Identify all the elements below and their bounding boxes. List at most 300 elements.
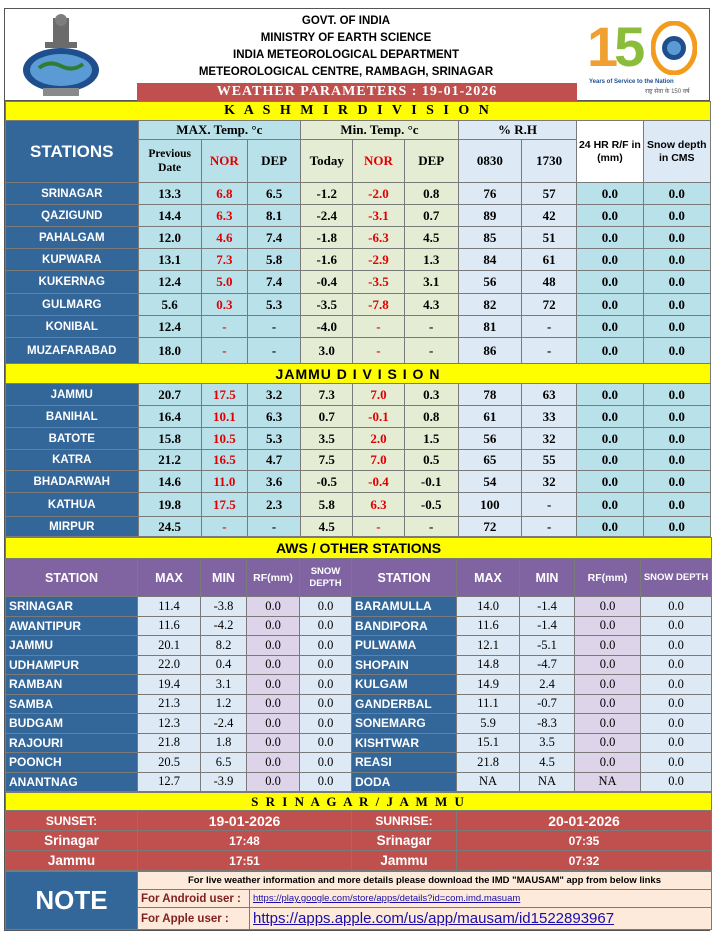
today-min-cell: -1.2 [301, 183, 353, 205]
min-dep-cell: - [404, 316, 458, 338]
max-nor-cell: 10.5 [201, 428, 247, 450]
max-nor-cell: 7.3 [201, 249, 247, 271]
station-cell: BANIHAL [6, 406, 139, 428]
imd-150-years-logo [585, 13, 700, 97]
min-dep-cell: -0.1 [404, 471, 458, 493]
rh-1730-cell: 48 [522, 271, 577, 294]
aws-rf-left-cell: 0.0 [247, 597, 300, 617]
aws-snow-right-cell: 0.0 [641, 714, 712, 734]
aws-station-left-cell: AWANTIPUR [6, 616, 138, 636]
station-row [6, 205, 711, 227]
min-dep-cell: 1.3 [404, 249, 458, 271]
aws-max-right-cell: NA [457, 772, 520, 792]
aws-station-left-cell: ANANTNAG [6, 772, 138, 792]
min-dep-cell: 4.5 [404, 227, 458, 249]
max-nor-cell: 10.1 [201, 406, 247, 428]
station-row [6, 183, 711, 205]
rainfall-header: 24 HR R/F in (mm) [577, 121, 643, 183]
max-dep-cell: 3.6 [247, 471, 300, 493]
imd-emblem-icon [15, 12, 107, 98]
aws-row [6, 733, 712, 753]
aws-snow-right-cell: 0.0 [641, 753, 712, 773]
aws-max-left-cell: 20.5 [138, 753, 201, 773]
min-nor-cell: -3.1 [353, 205, 404, 227]
prev-max-cell: 20.7 [138, 384, 201, 406]
rh-1730-cell: 61 [522, 249, 577, 271]
aws-snow-right-cell: 0.0 [641, 675, 712, 695]
aws-station-right-cell: SHOPAIN [352, 655, 457, 675]
aws-row [6, 772, 712, 792]
aws-min-right-cell: -0.7 [520, 694, 575, 714]
apple-link-cell[interactable] [250, 908, 712, 930]
rh-0830-cell: 54 [458, 471, 521, 493]
max-dep-cell: - [247, 338, 300, 364]
android-link-cell [250, 890, 712, 908]
today-min-cell: 7.3 [301, 384, 353, 406]
aws-station-right-cell: KULGAM [352, 675, 457, 695]
aws-station-right-cell: SONEMARG [352, 714, 457, 734]
station-row [6, 227, 711, 249]
aws-max-left-cell: 12.7 [138, 772, 201, 792]
aws-snow-left-cell: 0.0 [300, 636, 352, 656]
max-nor-cell: 0.3 [201, 294, 247, 316]
aws-min-left-cell: 6.5 [201, 753, 247, 773]
aws-snow-right-cell: 0.0 [641, 772, 712, 792]
aws-rf-left-cell: 0.0 [247, 694, 300, 714]
max-dep-cell: - [247, 316, 300, 338]
srinagar-jammu-title: S R I N A G A R / J A M M U [6, 793, 712, 811]
aws-rf-left-cell: 0.0 [247, 733, 300, 753]
aws-min-right-cell: -1.4 [520, 597, 575, 617]
prev-max-cell: 18.0 [138, 338, 201, 364]
min-dep-cell: 0.8 [404, 406, 458, 428]
aws-min-left-cell: -4.2 [201, 616, 247, 636]
max-nor-cell: 17.5 [201, 384, 247, 406]
station-cell: BATOTE [6, 428, 139, 450]
sunset-time-cell: 17:48 [138, 831, 352, 851]
rh-0830-cell: 82 [458, 294, 521, 316]
aws-snow-right-cell: 0.0 [641, 597, 712, 617]
rh-0830-cell: 65 [458, 450, 521, 471]
header-line-centre: METEOROLOGICAL CENTRE, RAMBAGH, SRINAGAR [198, 66, 494, 78]
aws-snow-right-cell: 0.0 [641, 733, 712, 753]
aws-station-right-cell: KISHTWAR [352, 733, 457, 753]
rainfall-cell: 0.0 [577, 450, 643, 471]
min-nor-cell: -6.3 [353, 227, 404, 249]
today-min-cell: 3.5 [301, 428, 353, 450]
sunrise-time-cell: 07:35 [457, 831, 712, 851]
prev-max-cell: 21.2 [138, 450, 201, 471]
snow-depth-cell: 0.0 [643, 338, 710, 364]
aws-min-left-cell: 1.8 [201, 733, 247, 753]
max-nor-cell: - [201, 316, 247, 338]
prev-max-cell: 12.0 [138, 227, 201, 249]
min-nor-cell: - [353, 517, 404, 537]
aws-min-right-cell: -8.3 [520, 714, 575, 734]
rh-0830-cell: 85 [458, 227, 521, 249]
max-dep-cell: 6.5 [247, 183, 300, 205]
aws-max-right-cell: 15.1 [457, 733, 520, 753]
max-dep-cell: 2.3 [247, 493, 300, 517]
aws-row [6, 655, 712, 675]
jammu-division-title: JAMMU D I V I S I O N [6, 364, 711, 384]
station-cell: PAHALGAM [6, 227, 139, 249]
aws-station-right-cell: DODA [352, 772, 457, 792]
weather-report-sheet [4, 8, 710, 931]
aws-rf-right-cell: 0.0 [575, 597, 641, 617]
aws-station-left-cell: POONCH [6, 753, 138, 773]
aws-max-right-cell: 11.1 [457, 694, 520, 714]
prev-max-cell: 24.5 [138, 517, 201, 537]
max-dep-cell: 7.4 [247, 271, 300, 294]
aws-row [6, 597, 712, 617]
max-nor-cell: 16.5 [201, 450, 247, 471]
aws-snow-right-cell: 0.0 [641, 694, 712, 714]
aws-snow-left-cell: 0.0 [300, 597, 352, 617]
today-header: Today [301, 140, 353, 183]
aws-min-right-cell: 2.4 [520, 675, 575, 695]
aws-snow-right-cell: 0.0 [641, 616, 712, 636]
android-link[interactable]: https://play.google.com/store/apps/details?id=com.imd.masuam [253, 893, 521, 904]
aws-min-right-cell: NA [520, 772, 575, 792]
sunrise-date: 20-01-2026 [457, 811, 712, 831]
aws-station-left-cell: BUDGAM [6, 714, 138, 734]
prev-max-cell: 12.4 [138, 316, 201, 338]
min-nor-header: NOR [353, 140, 404, 183]
rainfall-cell: 0.0 [577, 338, 643, 364]
min-nor-cell: -0.4 [353, 471, 404, 493]
station-row [6, 450, 711, 471]
aws-rf-right-cell: 0.0 [575, 753, 641, 773]
aws-max-right-cell: 11.6 [457, 616, 520, 636]
today-min-cell: 0.7 [301, 406, 353, 428]
prev-max-cell: 19.8 [138, 493, 201, 517]
min-dep-cell: 1.5 [404, 428, 458, 450]
max-nor-cell: 11.0 [201, 471, 247, 493]
aws-rf-header-right: RF(mm) [575, 559, 641, 597]
max-temp-header: MAX. Temp. °c [138, 121, 301, 140]
rainfall-cell: 0.0 [577, 428, 643, 450]
station-row [6, 384, 711, 406]
max-dep-cell: 6.3 [247, 406, 300, 428]
aws-max-left-cell: 20.1 [138, 636, 201, 656]
rh-0830-cell: 61 [458, 406, 521, 428]
rainfall-cell: 0.0 [577, 227, 643, 249]
rh-1730-cell: 42 [522, 205, 577, 227]
rh-1730-cell: 51 [522, 227, 577, 249]
sunrise-label: SUNRISE: [352, 811, 457, 831]
max-dep-cell: 4.7 [247, 450, 300, 471]
logo-digit-five: 5 [614, 15, 642, 78]
min-nor-cell: - [353, 316, 404, 338]
aws-rf-left-cell: 0.0 [247, 636, 300, 656]
snow-depth-cell: 0.0 [643, 406, 710, 428]
rh-0830-cell: 56 [458, 271, 521, 294]
min-nor-cell: 7.0 [353, 450, 404, 471]
prev-max-cell: 12.4 [138, 271, 201, 294]
aws-min-header-right: MIN [520, 559, 575, 597]
sunrise-sunset-table [5, 792, 712, 871]
aws-station-left-cell: SRINAGAR [6, 597, 138, 617]
rh-0830-cell: 56 [458, 428, 521, 450]
today-min-cell: -3.5 [301, 294, 353, 316]
aws-max-header-right: MAX [457, 559, 520, 597]
station-cell: QAZIGUND [6, 205, 139, 227]
sun-times-rows [6, 831, 712, 871]
aws-snow-right-cell: 0.0 [641, 636, 712, 656]
logo-digit-one: 1 [587, 15, 615, 78]
today-min-cell: -0.5 [301, 471, 353, 493]
station-row [6, 294, 711, 316]
max-nor-header: NOR [201, 140, 247, 183]
aws-max-right-cell: 12.1 [457, 636, 520, 656]
rh-1730-cell: 33 [522, 406, 577, 428]
rainfall-cell: 0.0 [577, 406, 643, 428]
aws-min-right-cell: 3.5 [520, 733, 575, 753]
rh-1730-cell: - [522, 316, 577, 338]
previous-date-header: Previous Date [138, 140, 201, 183]
header-line-imd: INDIA METEOROLOGICAL DEPARTMENT [233, 49, 459, 61]
aws-snow-header-left: SNOW DEPTH [300, 559, 352, 597]
snow-depth-cell: 0.0 [643, 271, 710, 294]
max-nor-cell: 5.0 [201, 271, 247, 294]
rh-0830-cell: 72 [458, 517, 521, 537]
stations-column-header: STATIONS [6, 121, 139, 183]
aws-station-right-cell: BANDIPORA [352, 616, 457, 636]
min-dep-cell: -0.5 [404, 493, 458, 517]
station-cell: KUPWARA [6, 249, 139, 271]
aws-max-right-cell: 14.8 [457, 655, 520, 675]
snow-depth-cell: 0.0 [643, 183, 710, 205]
aws-stations-table [5, 537, 712, 792]
rh-1730-cell: 72 [522, 294, 577, 316]
min-dep-cell: - [404, 338, 458, 364]
sunset-date: 19-01-2026 [138, 811, 352, 831]
station-cell: JAMMU [6, 384, 139, 406]
station-cell: KUKERNAG [6, 271, 139, 294]
sun-time-row [6, 831, 712, 851]
aws-snow-header-right: SNOW DEPTH [641, 559, 712, 597]
today-min-cell: 3.0 [301, 338, 353, 364]
min-nor-cell: -2.9 [353, 249, 404, 271]
rainfall-cell: 0.0 [577, 271, 643, 294]
snow-depth-header: Snow depth in CMS [643, 121, 710, 183]
aws-rf-right-cell: 0.0 [575, 733, 641, 753]
aws-row [6, 616, 712, 636]
aws-max-left-cell: 11.4 [138, 597, 201, 617]
rainfall-cell: 0.0 [577, 205, 643, 227]
aws-snow-left-cell: 0.0 [300, 675, 352, 695]
sun-city-right-cell: Jammu [352, 851, 457, 871]
station-cell: BHADARWAH [6, 471, 139, 493]
station-row [6, 316, 711, 338]
snow-depth-cell: 0.0 [643, 493, 710, 517]
aws-rf-left-cell: 0.0 [247, 675, 300, 695]
station-cell: GULMARG [6, 294, 139, 316]
note-info-text: For live weather information and more details please download the IMD "MAUSAM" app from below links [138, 872, 712, 890]
min-dep-cell: 4.3 [404, 294, 458, 316]
min-dep-cell: 3.1 [404, 271, 458, 294]
min-dep-cell: - [404, 517, 458, 537]
today-min-cell: -4.0 [301, 316, 353, 338]
min-dep-cell: 0.8 [404, 183, 458, 205]
aws-max-left-cell: 22.0 [138, 655, 201, 675]
rh-1730-cell: 32 [522, 428, 577, 450]
aws-station-left-cell: UDHAMPUR [6, 655, 138, 675]
aws-min-right-cell: 4.5 [520, 753, 575, 773]
rh-1730-header: 1730 [522, 140, 577, 183]
max-dep-header: DEP [247, 140, 300, 183]
aws-station-right-cell: PULWAMA [352, 636, 457, 656]
rainfall-cell: 0.0 [577, 294, 643, 316]
max-dep-cell: 3.2 [247, 384, 300, 406]
sun-city-left-cell: Srinagar [6, 831, 138, 851]
min-nor-cell: -0.1 [353, 406, 404, 428]
max-dep-cell: 5.8 [247, 249, 300, 271]
station-row [6, 249, 711, 271]
aws-max-right-cell: 14.0 [457, 597, 520, 617]
aws-station-left-cell: SAMBA [6, 694, 138, 714]
prev-max-cell: 13.1 [138, 249, 201, 271]
sun-city-right-cell: Srinagar [352, 831, 457, 851]
aws-row [6, 675, 712, 695]
prev-max-cell: 14.4 [138, 205, 201, 227]
aws-station-left-cell: JAMMU [6, 636, 138, 656]
max-dep-cell: 8.1 [247, 205, 300, 227]
aws-rf-header-left: RF(mm) [247, 559, 300, 597]
rainfall-cell: 0.0 [577, 249, 643, 271]
min-nor-cell: -2.0 [353, 183, 404, 205]
aws-rf-left-cell: 0.0 [247, 655, 300, 675]
min-temp-header: Min. Temp. °c [301, 121, 459, 140]
today-min-cell: -2.4 [301, 205, 353, 227]
aws-rf-right-cell: 0.0 [575, 675, 641, 695]
min-dep-cell: 0.3 [404, 384, 458, 406]
station-cell: SRINAGAR [6, 183, 139, 205]
snow-depth-cell: 0.0 [643, 428, 710, 450]
apple-link[interactable]: https://apps.apple.com/us/app/mausam/id1522893967 [253, 910, 615, 927]
min-dep-header: DEP [404, 140, 458, 183]
snow-depth-cell: 0.0 [643, 205, 710, 227]
aws-rows [6, 597, 712, 792]
station-row [6, 517, 711, 537]
station-cell: MIRPUR [6, 517, 139, 537]
logo-caption: Years of Service to the Nation [589, 79, 674, 85]
aws-min-left-cell: -2.4 [201, 714, 247, 734]
today-min-cell: -0.4 [301, 271, 353, 294]
station-row [6, 493, 711, 517]
aws-station-right-cell: BARAMULLA [352, 597, 457, 617]
prev-max-cell: 13.3 [138, 183, 201, 205]
rh-0830-cell: 81 [458, 316, 521, 338]
rh-header: % R.H [458, 121, 576, 140]
kashmir-division-table [5, 101, 711, 537]
aws-max-right-cell: 21.8 [457, 753, 520, 773]
station-cell: MUZAFARABAD [6, 338, 139, 364]
snow-depth-cell: 0.0 [643, 227, 710, 249]
aws-rf-right-cell: 0.0 [575, 616, 641, 636]
rainfall-cell: 0.0 [577, 493, 643, 517]
rh-0830-cell: 100 [458, 493, 521, 517]
apple-label: For Apple user : [138, 908, 250, 930]
max-nor-cell: - [201, 517, 247, 537]
rainfall-cell: 0.0 [577, 517, 643, 537]
aws-rf-left-cell: 0.0 [247, 772, 300, 792]
aws-min-left-cell: -3.8 [201, 597, 247, 617]
aws-snow-left-cell: 0.0 [300, 694, 352, 714]
aws-max-left-cell: 12.3 [138, 714, 201, 734]
snow-depth-cell: 0.0 [643, 517, 710, 537]
aws-max-right-cell: 14.9 [457, 675, 520, 695]
min-nor-cell: 6.3 [353, 493, 404, 517]
aws-max-left-cell: 11.6 [138, 616, 201, 636]
aws-snow-left-cell: 0.0 [300, 714, 352, 734]
min-nor-cell: - [353, 338, 404, 364]
rainfall-cell: 0.0 [577, 384, 643, 406]
kashmir-rows [6, 183, 711, 364]
logo-zero-seal-icon [651, 21, 697, 75]
sunset-time-cell: 17:51 [138, 851, 352, 871]
jammu-rows [6, 384, 711, 537]
rh-1730-cell: - [522, 493, 577, 517]
prev-max-cell: 14.6 [138, 471, 201, 493]
aws-snow-right-cell: 0.0 [641, 655, 712, 675]
snow-depth-cell: 0.0 [643, 249, 710, 271]
aws-row [6, 694, 712, 714]
max-nor-cell: - [201, 338, 247, 364]
min-dep-cell: 0.7 [404, 205, 458, 227]
rainfall-cell: 0.0 [577, 316, 643, 338]
aws-station-header-right: STATION [352, 559, 457, 597]
weather-parameters-bar: WEATHER PARAMETERS : 19-01-2026 [137, 83, 577, 101]
max-nor-cell: 6.8 [201, 183, 247, 205]
station-row [6, 338, 711, 364]
aws-min-left-cell: 8.2 [201, 636, 247, 656]
aws-station-right-cell: GANDERBAL [352, 694, 457, 714]
aws-station-left-cell: RAJOURI [6, 733, 138, 753]
max-dep-cell: 5.3 [247, 428, 300, 450]
sunset-label: SUNSET: [6, 811, 138, 831]
snow-depth-cell: 0.0 [643, 316, 710, 338]
max-dep-cell: - [247, 517, 300, 537]
rh-1730-cell: 32 [522, 471, 577, 493]
rainfall-cell: 0.0 [577, 183, 643, 205]
note-label: NOTE [6, 872, 138, 930]
today-min-cell: -1.8 [301, 227, 353, 249]
rainfall-cell: 0.0 [577, 471, 643, 493]
rh-0830-cell: 86 [458, 338, 521, 364]
rh-1730-cell: - [522, 517, 577, 537]
aws-snow-left-cell: 0.0 [300, 772, 352, 792]
note-table [5, 871, 712, 930]
sunrise-time-cell: 07:32 [457, 851, 712, 871]
aws-min-right-cell: -1.4 [520, 616, 575, 636]
aws-min-right-cell: -5.1 [520, 636, 575, 656]
aws-min-left-cell: 3.1 [201, 675, 247, 695]
min-dep-cell: 0.5 [404, 450, 458, 471]
station-row [6, 471, 711, 493]
max-nor-cell: 4.6 [201, 227, 247, 249]
today-min-cell: 4.5 [301, 517, 353, 537]
report-header [5, 9, 709, 101]
aws-rf-left-cell: 0.0 [247, 753, 300, 773]
aws-rf-right-cell: 0.0 [575, 714, 641, 734]
android-label: For Android user : [138, 890, 250, 908]
aws-row [6, 753, 712, 773]
max-nor-cell: 6.3 [201, 205, 247, 227]
min-nor-cell: -7.8 [353, 294, 404, 316]
header-line-govt: GOVT. OF INDIA [301, 15, 391, 27]
